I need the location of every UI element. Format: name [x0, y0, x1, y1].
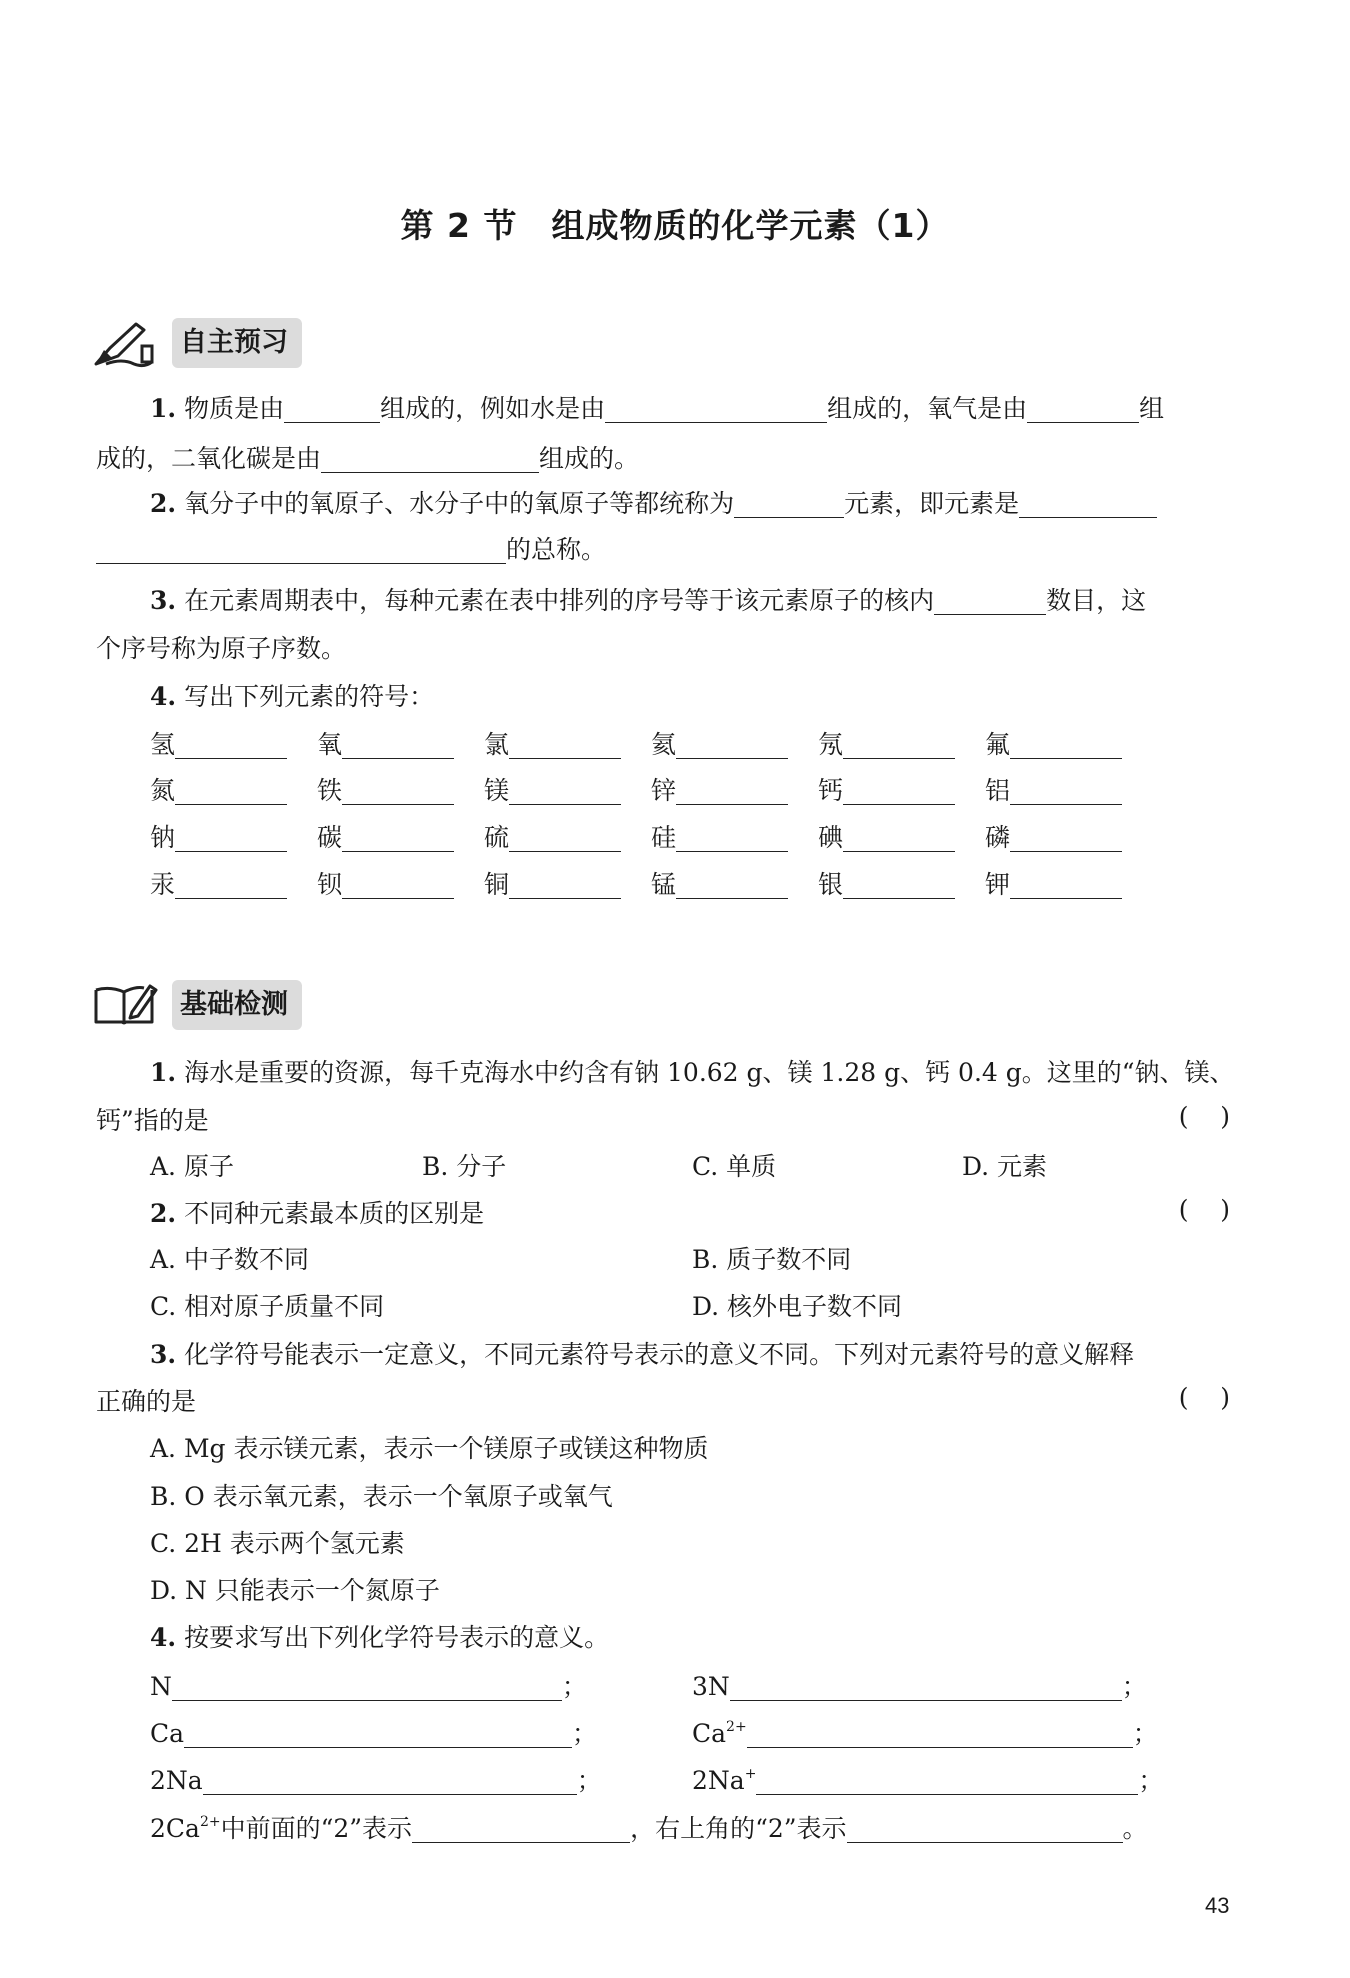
element-item: 铜 — [484, 868, 621, 902]
symbol-meaning-item: N ； — [150, 1672, 587, 1701]
answer-parentheses[interactable]: ( ) — [1178, 1383, 1230, 1412]
answer-blank[interactable] — [509, 778, 621, 805]
answer-blank[interactable] — [175, 778, 287, 805]
basic-question-3: 3. 化学符号能表示一定意义，不同元素符号表示的意义不同。下列对元素符号的意义解释 — [150, 1340, 1135, 1369]
basic-question-3-cont: 正确的是 — [96, 1387, 197, 1416]
answer-blank[interactable] — [203, 1768, 577, 1795]
open-book-icon — [92, 982, 158, 1026]
answer-blank[interactable] — [934, 588, 1046, 615]
pencil-writing-icon — [92, 320, 156, 368]
answer-blank[interactable] — [843, 732, 955, 759]
answer-blank[interactable] — [676, 778, 788, 805]
answer-blank[interactable] — [676, 825, 788, 852]
answer-blank[interactable] — [1010, 778, 1122, 805]
element-item: 碳 — [317, 821, 454, 855]
answer-blank[interactable] — [509, 825, 621, 852]
section-title: 基础检测 — [172, 980, 302, 1030]
answer-blank[interactable] — [342, 825, 454, 852]
element-item: 氧 — [317, 728, 454, 762]
answer-blank[interactable] — [756, 1768, 1138, 1795]
preview-question-1: 1. 物质是由 组成的，例如水是由 组成的，氧气是由 组 — [150, 394, 1165, 423]
symbol-meaning-item: 2Na ； — [150, 1766, 602, 1795]
answer-blank[interactable] — [843, 778, 955, 805]
element-item: 氯 — [484, 728, 621, 762]
answer-blank[interactable] — [175, 732, 287, 759]
element-item: 硅 — [651, 821, 788, 855]
answer-blank[interactable] — [321, 446, 539, 473]
preview-question-3: 3. 在元素周期表中，每种元素在表中排列的序号等于该元素原子的核内 数目，这 — [150, 586, 1147, 615]
answer-blank[interactable] — [1019, 491, 1157, 518]
element-item: 铁 — [317, 774, 454, 808]
option-a[interactable]: A. 中子数不同 — [150, 1245, 309, 1274]
answer-blank[interactable] — [342, 872, 454, 899]
element-item: 氢 — [150, 728, 287, 762]
answer-blank[interactable] — [284, 396, 380, 423]
answer-blank[interactable] — [676, 732, 788, 759]
option-c[interactable]: C. 2H 表示两个氢元素 — [150, 1529, 405, 1558]
element-item: 磷 — [985, 821, 1122, 855]
option-a[interactable]: A. 原子 — [150, 1152, 234, 1181]
symbol-meaning-item: 3N ； — [692, 1672, 1147, 1701]
answer-blank[interactable] — [1010, 825, 1122, 852]
option-d[interactable]: D. N 只能表示一个氮原子 — [150, 1576, 440, 1605]
basic-question-1: 1. 海水是重要的资源，每千克海水中约含有钠 10.62 g、镁 1.28 g、钙 0.4 g。这里的“钠、镁、 — [150, 1058, 1235, 1087]
basic-question-1-cont: 钙”指的是 — [96, 1106, 209, 1135]
preview-question-4: 4. 写出下列元素的符号： — [150, 682, 435, 711]
element-item: 硫 — [484, 821, 621, 855]
page-title: 第 2 节 组成物质的化学元素（1） — [400, 206, 950, 245]
symbol-meaning-last: $2Ca^{2+}$中前面的“2”表示 ，右上角的“2”表示 。 — [150, 1814, 1148, 1843]
answer-blank[interactable] — [747, 1721, 1133, 1748]
answer-blank[interactable] — [730, 1674, 1122, 1701]
answer-blank[interactable] — [175, 825, 287, 852]
answer-blank[interactable] — [1027, 396, 1139, 423]
preview-question-2: 2. 氧分子中的氧原子、水分子中的氧原子等都统称为 元素，即元素是 — [150, 487, 1157, 521]
element-item: 锰 — [651, 868, 788, 902]
element-item: 汞 — [150, 868, 287, 902]
answer-blank[interactable] — [843, 872, 955, 899]
element-item: 氟 — [985, 728, 1122, 762]
element-item: 锌 — [651, 774, 788, 808]
answer-blank[interactable] — [734, 491, 844, 518]
element-item: 镁 — [484, 774, 621, 808]
answer-parentheses[interactable]: ( ) — [1178, 1195, 1230, 1224]
element-item: 钙 — [818, 774, 955, 808]
element-item: 氖 — [818, 728, 955, 762]
answer-blank[interactable] — [412, 1816, 630, 1843]
element-item: 铝 — [985, 774, 1122, 808]
answer-blank[interactable] — [175, 872, 287, 899]
basic-question-2: 2. 不同种元素最本质的区别是 — [150, 1199, 485, 1228]
answer-blank[interactable] — [96, 537, 506, 564]
element-item: 氦 — [651, 728, 788, 762]
option-d[interactable]: D. 元素 — [962, 1152, 1048, 1181]
basic-question-4: 4. 按要求写出下列化学符号表示的意义。 — [150, 1623, 610, 1652]
option-a[interactable]: A. Mg 表示镁元素，表示一个镁原子或镁这种物质 — [150, 1434, 709, 1463]
answer-blank[interactable] — [847, 1816, 1123, 1843]
answer-blank[interactable] — [342, 778, 454, 805]
option-c[interactable]: C. 相对原子质量不同 — [150, 1292, 385, 1321]
preview-question-2-cont: 的总称。 — [96, 533, 606, 567]
option-b[interactable]: B. 质子数不同 — [692, 1245, 852, 1274]
option-c[interactable]: C. 单质 — [692, 1152, 777, 1181]
answer-blank[interactable] — [843, 825, 955, 852]
symbol-meaning-item: Ca ； — [150, 1719, 598, 1748]
element-item: 钠 — [150, 821, 287, 855]
section-title: 自主预习 — [172, 318, 302, 368]
symbol-meaning-item: $Ca^{2+}$ ； — [692, 1719, 1158, 1748]
element-item: 钡 — [317, 868, 454, 902]
answer-blank[interactable] — [509, 872, 621, 899]
element-item: 银 — [818, 868, 955, 902]
answer-blank[interactable] — [676, 872, 788, 899]
page-number: 43 — [1205, 1893, 1230, 1918]
element-item: 碘 — [818, 821, 955, 855]
answer-blank[interactable] — [1010, 872, 1122, 899]
option-b[interactable]: B. 分子 — [422, 1152, 507, 1181]
preview-question-1-cont: 成的，二氧化碳是由 组成的。 — [96, 444, 640, 473]
answer-blank[interactable] — [342, 732, 454, 759]
answer-blank[interactable] — [184, 1721, 572, 1748]
element-item: 钾 — [985, 868, 1122, 902]
option-d[interactable]: D. 核外电子数不同 — [692, 1292, 903, 1321]
answer-blank[interactable] — [172, 1674, 562, 1701]
element-item: 氮 — [150, 774, 287, 808]
option-b[interactable]: B. O 表示氧元素，表示一个氧原子或氧气 — [150, 1482, 613, 1511]
answer-blank[interactable] — [1010, 732, 1122, 759]
symbol-meaning-item: 2Na+ ； — [692, 1766, 1164, 1795]
preview-question-3-cont: 个序号称为原子序数。 — [96, 634, 347, 663]
answer-parentheses[interactable]: ( ) — [1178, 1102, 1230, 1131]
answer-blank[interactable] — [509, 732, 621, 759]
answer-blank[interactable] — [605, 396, 827, 423]
